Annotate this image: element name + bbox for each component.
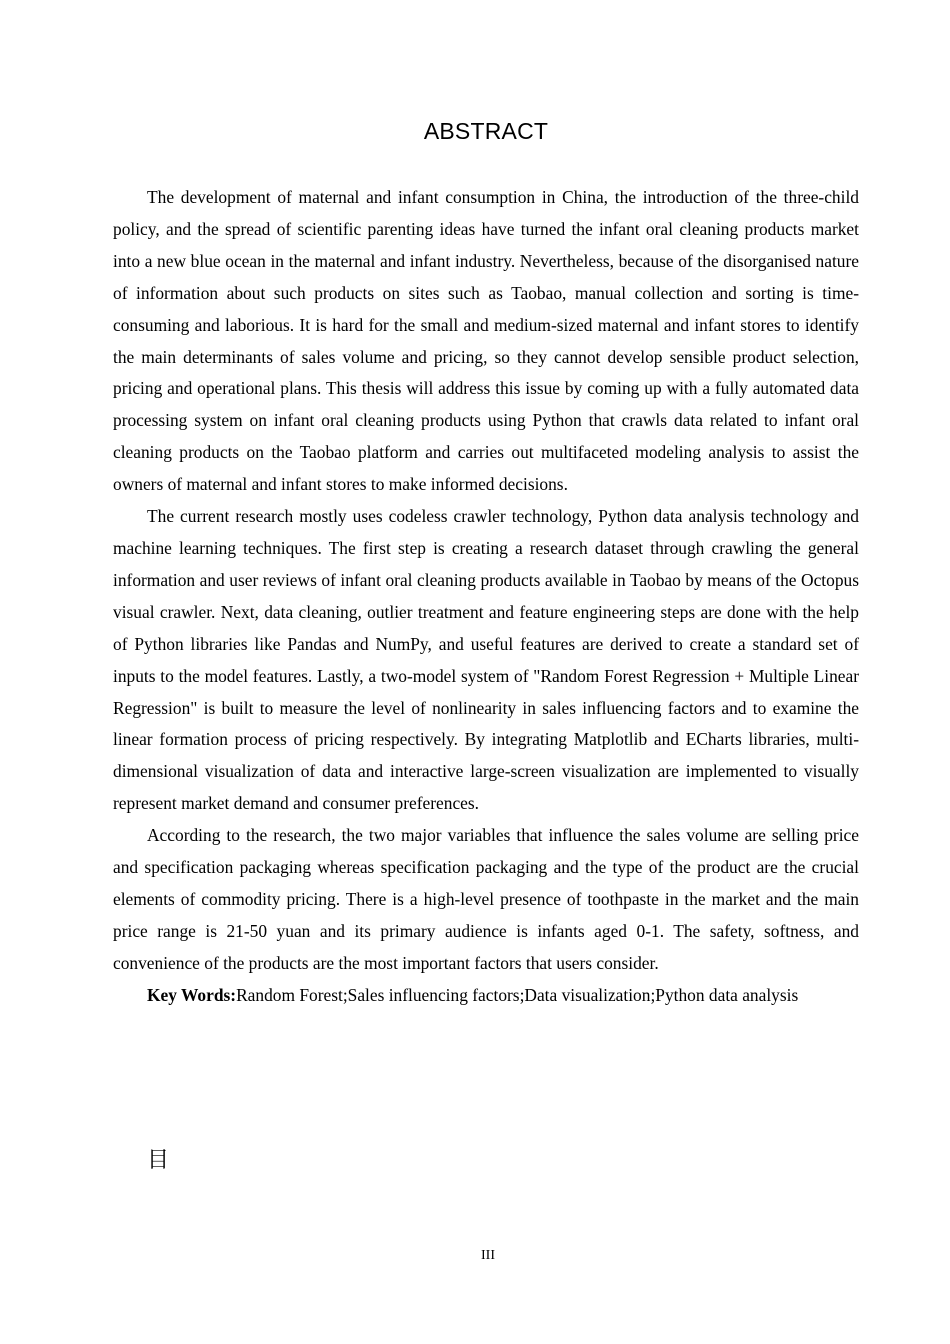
toc-heading: 目	[147, 1148, 170, 1173]
abstract-paragraph-2: The current research mostly uses codeless crawler technology, Python data analysis technology and machine learning techniques. The first step is creating a research dataset through crawling the general information and user reviews of infant oral cleaning products available in Taobao by means of the Octopus visual crawler. Next, data cleaning, outlier treatment and feature engineering steps are done with the help of Python libraries like Pandas and NumPy, and useful features are derived to create a standard set of inputs to the model features. Lastly, a two-model system of "Random Forest Regression + Multiple Linear Regression" is built to measure the level of nonlinearity in sales influencing factors and to examine the linear formation process of pricing respectively. By integrating Matplotlib and ECharts libraries, multi-dimensional visualization of data and interactive large-screen visualization are implemented to visually represent market demand and consumer preferences.	[113, 506, 859, 814]
keywords-line	[113, 980, 859, 1012]
abstract-paragraph-3: According to the research, the two major variables that influence the sales volume are selling price and specification packaging whereas specification packaging and the type of the product are the crucial elements of commodity pricing. There is a high-level presence of toothpaste in the market and the main price range is 21-50 yuan and its primary audience is infants aged 0-1. The safety, softness, and convenience of the products are the most important factors that users consider.	[113, 825, 859, 973]
abstract-body	[113, 182, 859, 1012]
keywords-text: Random Forest;Sales influencing factors;Data visualization;Python data analysis	[236, 984, 799, 1005]
abstract-title: ABSTRACT	[423, 118, 549, 144]
page-number: III	[481, 1248, 495, 1263]
keywords-label: Key Words:	[147, 984, 237, 1005]
abstract-paragraph-1: The development of maternal and infant consumption in China, the introduction of the three-child policy, and the spread of scientific parenting ideas have turned the infant oral cleaning products market into a new blue ocean in the maternal and infant industry. Nevertheless, because of the disorganised nature of information about such products on sites such as Taobao, manual collection and sorting is time-consuming and laborious. It is hard for the small and medium-sized maternal and infant stores to identify the main determinants of sales volume and pricing, so they cannot develop sensible product selection, pricing and operational plans. This thesis will address this issue by coming up with a fully automated data processing system on infant oral cleaning products using Python that crawls data related to infant oral cleaning products on the Taobao platform and carries out multifaceted modeling analysis to assist the owners of maternal and infant stores to make informed decisions.	[113, 187, 859, 495]
